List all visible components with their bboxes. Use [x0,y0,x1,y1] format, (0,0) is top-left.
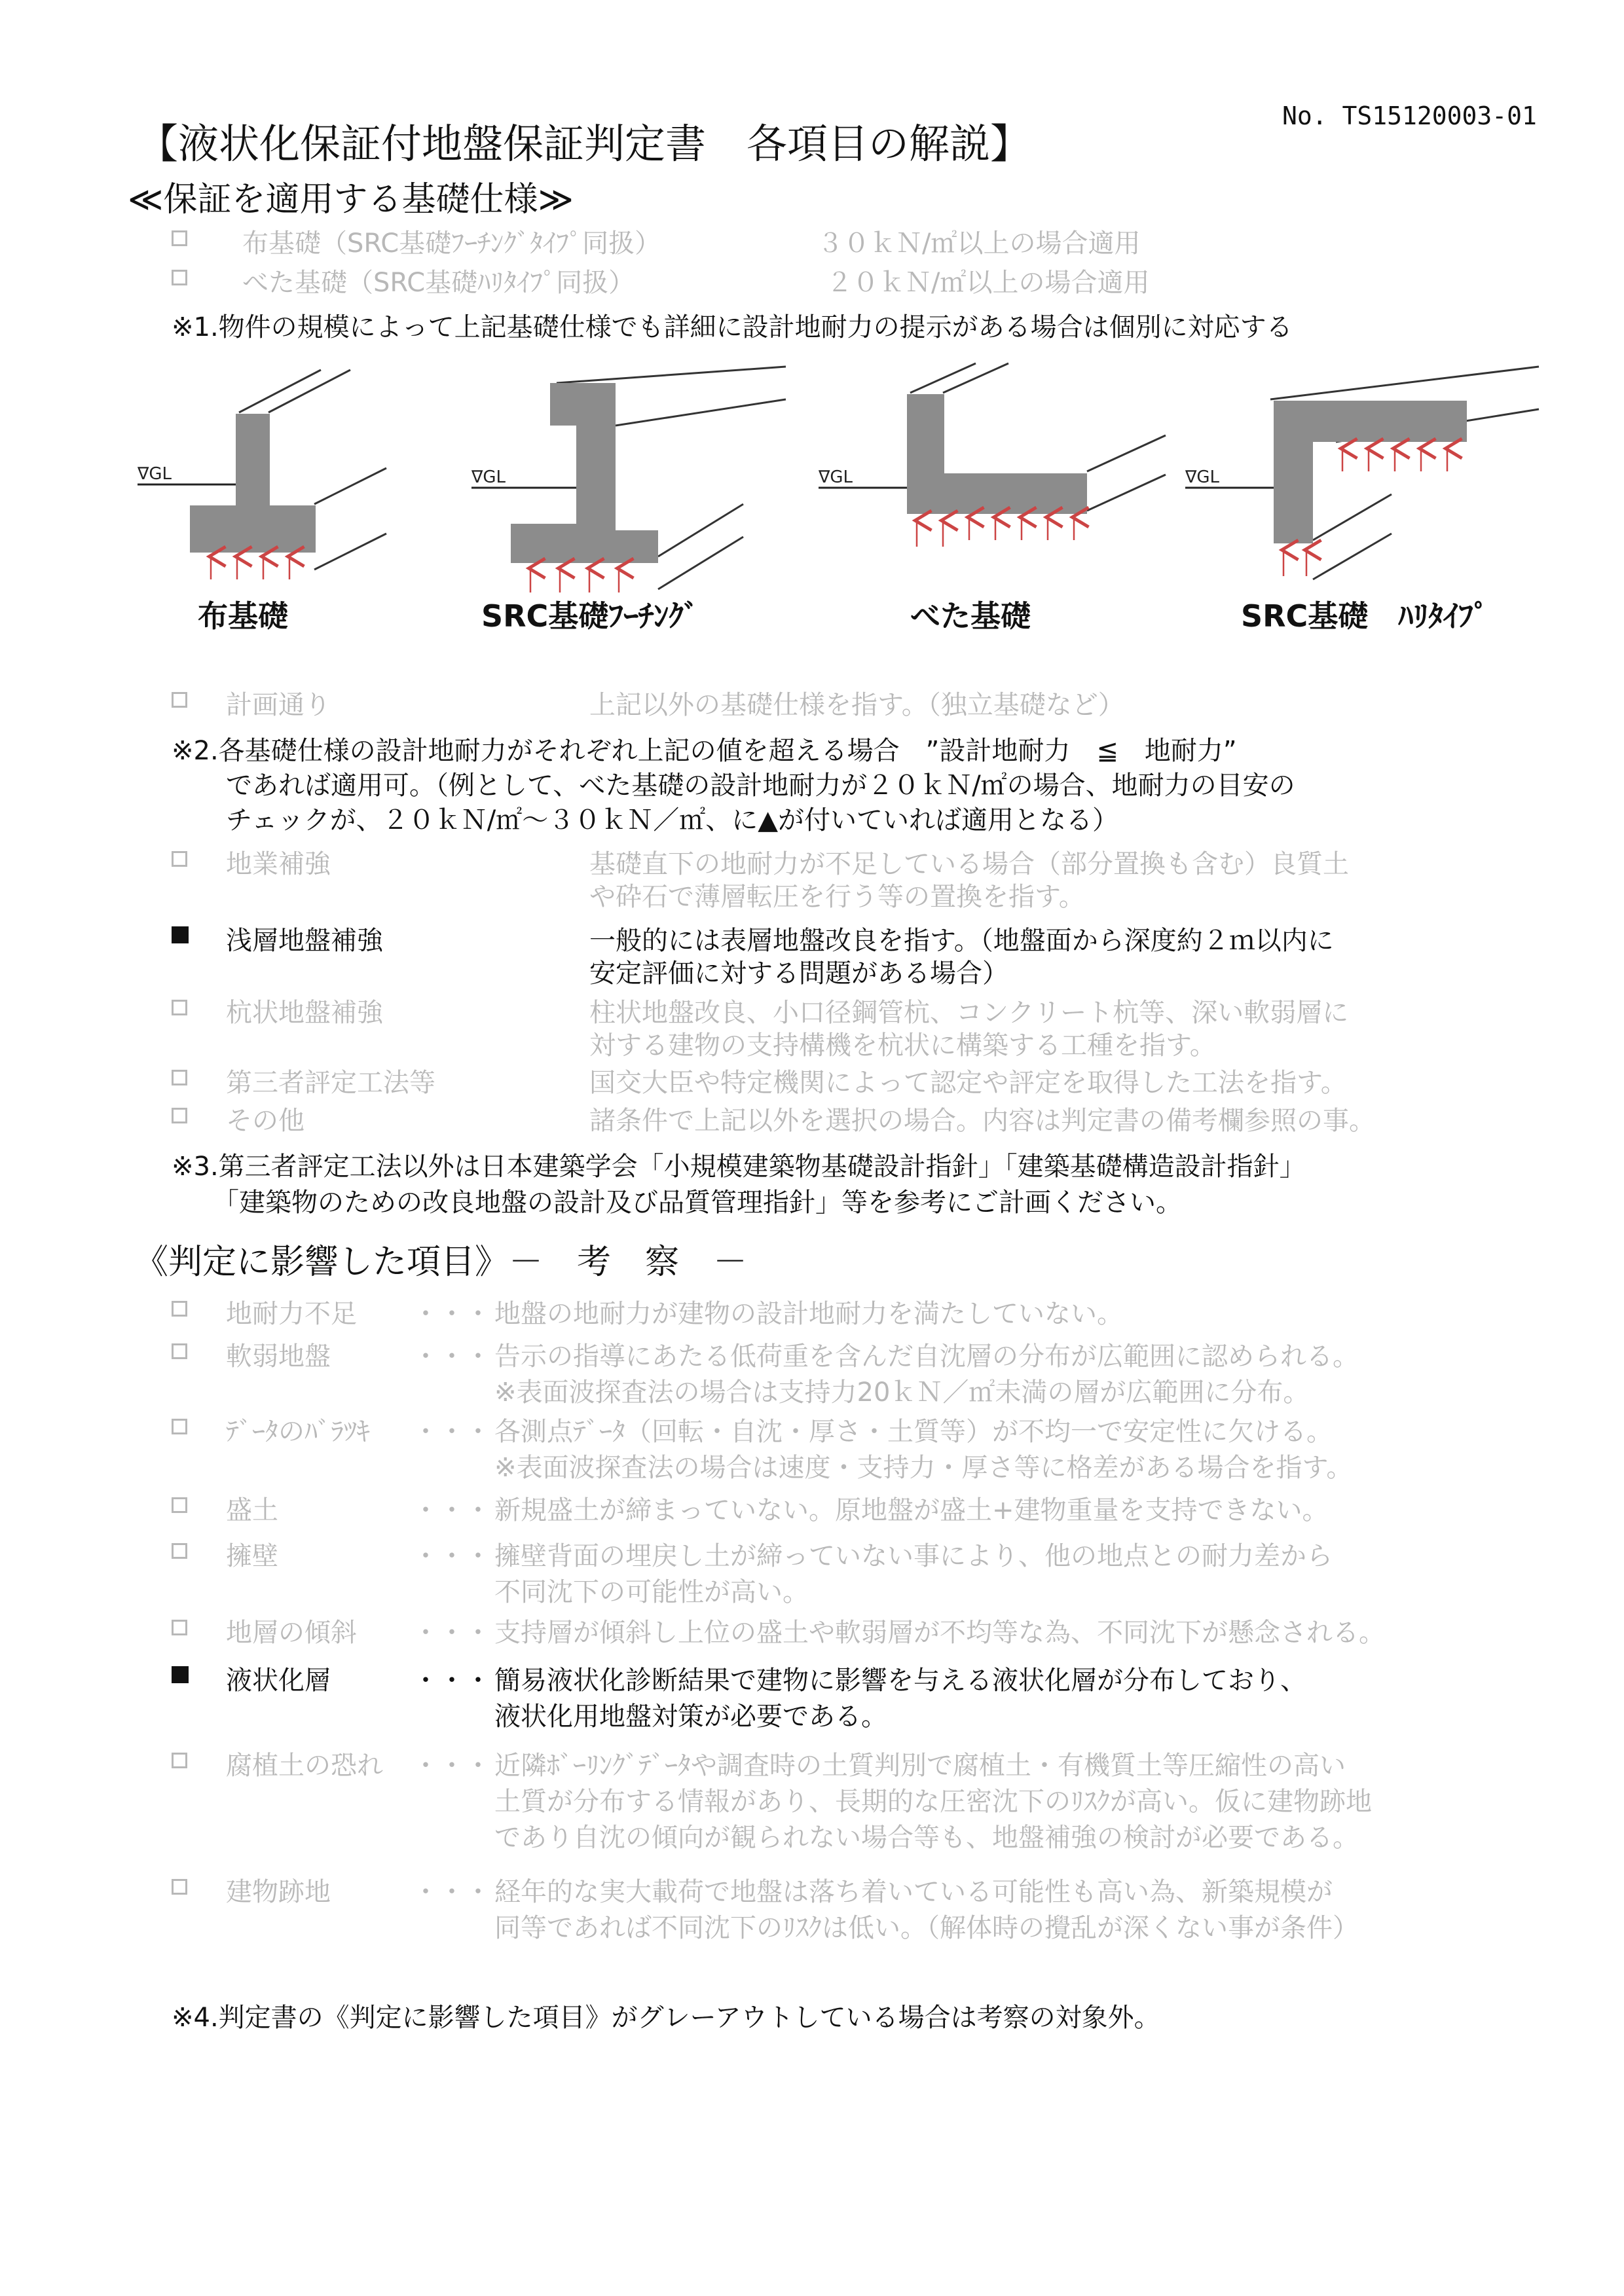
influence-desc: であり自沈の傾向が観られない場合等も、地盤補強の検討が必要である。 [494,1823,1359,1853]
influence-sep: ・・・ [413,1877,491,1907]
reinforce-checkbox [172,843,187,873]
reinforce-label: 杭状地盤補強 [226,998,383,1028]
diagram-beta [818,363,1166,547]
influence-sep: ・・・ [413,1751,491,1781]
influence-label: 地層の傾斜 [226,1618,357,1648]
influence-label: 腐植土の恐れ [226,1751,383,1781]
note-3-line: ※3.第三者評定工法以外は日本建築学会「小規模建築物基礎設計指針」「建築基礎構造設計指針」 [172,1152,1306,1182]
influence-desc: 擁壁背面の埋戻し土が締っていない事により、他の地点との耐力差から [494,1541,1333,1571]
influence-label: 盛土 [226,1495,278,1525]
note-2-line: チェックが、２０ｋＮ/㎡～３０ｋＮ／㎡、に▲が付いていれば適用となる） [226,805,1119,835]
note-4: ※4.判定書の《判定に影響した項目》がグレーアウトしている場合は考察の対象外。 [172,2003,1160,2033]
influence-sep: ・・・ [413,1495,491,1525]
checkbox-icon [172,1343,187,1359]
influence-desc: 経年的な実大載荷で地盤は落ち着いている可能性も高い為、新築規模が [494,1877,1333,1907]
influence-label: 軟弱地盤 [226,1341,331,1372]
reinforce-checkbox-checked [172,920,189,950]
checkbox-icon [172,1543,187,1559]
reinforce-desc: 一般的には表層地盤改良を指す。（地盤面から深度約２ｍ以内に [589,926,1334,956]
influence-sep: ・・・ [413,1618,491,1648]
checkbox-icon [172,1419,187,1434]
checkbox-checked-icon [172,1666,189,1683]
checkbox-icon [172,270,187,285]
plan-checkbox [172,684,187,714]
plan-label: 計画通り [226,690,331,720]
foundation-item-label: 布基礎（SRC基礎ﾌｰﾁﾝｸﾞﾀｲﾌﾟ同扱） [242,228,661,259]
diagram-src-hari [1185,367,1539,579]
influence-label: 地耐力不足 [226,1299,357,1329]
influence-desc: 液状化用地盤対策が必要である。 [494,1702,887,1732]
reinforce-checkbox [172,992,187,1022]
note-3-line: 「建築物のための改良地盤の設計及び品質管理指針」等を参考にご計画ください。 [213,1188,1182,1218]
diagram-src-footing [471,367,786,592]
document-number: No. TS15120003-01 [1282,101,1537,130]
section-influence-title: 《判定に影響した項目》－ 考 察 － [134,1243,748,1282]
influence-desc: 近隣ﾎﾞｰﾘﾝｸﾞﾃﾞｰﾀや調査時の土質判別で腐植土・有機質土等圧縮性の高い [494,1751,1346,1781]
influence-desc: 同等であれば不同沈下のﾘｽｸは低い。（解体時の攪乱が深くない事が条件） [494,1913,1359,1943]
influence-sep: ・・・ [413,1666,491,1696]
gl-label: ∇GL [471,467,506,487]
gl-label: ∇GL [138,464,172,484]
foundation-item-beta [172,262,187,292]
diagram-label-src-hari: SRC基礎 ﾊﾘﾀｲﾌﾟ [1241,598,1489,634]
reinforce-label: 地業補強 [226,849,331,879]
diagram-nuno [137,370,386,579]
note-2-line: ※2.各基礎仕様の設計地耐力がそれぞれ上記の値を超える場合 ”設計地耐力 ≦ 地耐力” [172,736,1237,766]
influence-desc: 告示の指導にあたる低荷重を含んだ自沈層の分布が広範囲に認められる。 [494,1341,1359,1372]
influence-desc: 土質が分布する情報があり、長期的な圧密沈下のﾘｽｸが高い。仮に建物跡地 [494,1787,1372,1817]
foundation-item-value: ３０ｋＮ/㎡以上の場合適用 [817,228,1141,259]
checkbox-checked-icon [172,926,189,943]
note-1: ※1.物件の規模によって上記基礎仕様でも詳細に設計地耐力の提示がある場合は個別に対応する [172,312,1293,342]
influence-desc: 不同沈下の可能性が高い。 [494,1577,809,1607]
checkbox-icon [172,1301,187,1317]
plan-desc: 上記以外の基礎仕様を指す。（独立基礎など） [589,690,1124,720]
section-foundation-title: ≪保証を適用する基礎仕様≫ [128,180,574,219]
checkbox-icon [172,1070,187,1085]
reinforce-label: 浅層地盤補強 [226,926,383,956]
checkbox-icon [172,851,187,867]
influence-label: 擁壁 [226,1541,278,1571]
checkbox-icon [172,1497,187,1513]
checkbox-icon [172,1620,187,1635]
reinforce-desc: 国交大臣や特定機関によって認定や評定を取得した工法を指す。 [589,1068,1347,1098]
influence-sep: ・・・ [413,1341,491,1372]
diagram-label-src-footing: SRC基礎ﾌｰﾁﾝｸﾞ [481,598,699,634]
reinforce-desc: 柱状地盤改良、小口径鋼管杭、コンクリート杭等、深い軟弱層に [589,998,1349,1028]
reinforce-desc: 基礎直下の地耐力が不足している場合（部分置換も含む）良質土 [589,849,1349,879]
influence-label: 建物跡地 [226,1877,331,1907]
wall-shape [236,414,270,519]
beam-shape [1274,401,1467,543]
reinforce-desc: 諸条件で上記以外を選択の場合。内容は判定書の備考欄参照の事。 [589,1106,1375,1136]
reinforce-desc: や砕石で薄層転圧を行う等の置換を指す。 [589,882,1085,912]
gl-label: ∇GL [819,467,853,487]
influence-label: 液状化層 [226,1666,331,1696]
influence-desc: ※表面波探査法の場合は速度・支持力・厚さ等に格差がある場合を指す。 [494,1453,1353,1483]
note-2-line: であれば適用可。（例として、べた基礎の設計地耐力が２０ｋＮ/㎡の場合、地耐力の目安の [226,771,1295,801]
slab-shape [907,394,1087,514]
influence-sep: ・・・ [413,1299,491,1329]
reinforce-label: 第三者評定工法等 [226,1068,435,1098]
checkbox-icon [172,692,187,708]
foundation-item-nuno [172,223,187,253]
influence-desc: 各測点ﾃﾞｰﾀ（回転・自沈・厚さ・土質等）が不均一で安定性に欠ける。 [494,1417,1333,1447]
reinforce-desc: 対する建物の支持構機を杭状に構築する工種を指す。 [589,1030,1216,1061]
influence-desc: 簡易液状化診断結果で建物に影響を与える液状化層が分布しており、 [494,1666,1306,1696]
reinforce-label: その他 [226,1106,304,1136]
influence-desc: ※表面波探査法の場合は支持力20ｋＮ／㎡未満の層が広範囲に分布。 [494,1377,1310,1408]
footing-shape [511,383,658,563]
influence-sep: ・・・ [413,1417,491,1447]
checkbox-icon [172,1108,187,1123]
checkbox-icon [172,1879,187,1895]
influence-label: ﾃﾞｰﾀのﾊﾞﾗﾂｷ [226,1417,370,1447]
page-title: 【液状化保証付地盤保証判定書 各項目の解説】 [138,120,1031,168]
footing-shape [190,505,316,553]
checkbox-icon [172,1000,187,1015]
diagram-label-beta: べた基礎 [910,598,1031,634]
influence-desc: 支持層が傾斜し上位の盛土や軟弱層が不均等な為、不同沈下が懸念される。 [494,1618,1385,1648]
checkbox-icon [172,230,187,246]
influence-desc: 地盤の地耐力が建物の設計地耐力を満たしていない。 [494,1299,1123,1329]
checkbox-icon [172,1753,187,1768]
diagram-label-nuno: 布基礎 [198,598,288,634]
foundation-item-label: べた基礎（SRC基礎ﾊﾘﾀｲﾌﾟ同扱） [242,268,635,298]
influence-sep: ・・・ [413,1541,491,1571]
gl-label: ∇GL [1185,467,1220,487]
reinforce-desc: 安定評価に対する問題がある場合） [589,958,1008,989]
influence-desc: 新規盛土が締まっていない。原地盤が盛土+建物重量を支持できない。 [494,1495,1329,1525]
foundation-item-value: ２０ｋＮ/㎡以上の場合適用 [826,268,1150,298]
reinforce-checkbox [172,1062,187,1092]
reinforce-checkbox [172,1100,187,1130]
